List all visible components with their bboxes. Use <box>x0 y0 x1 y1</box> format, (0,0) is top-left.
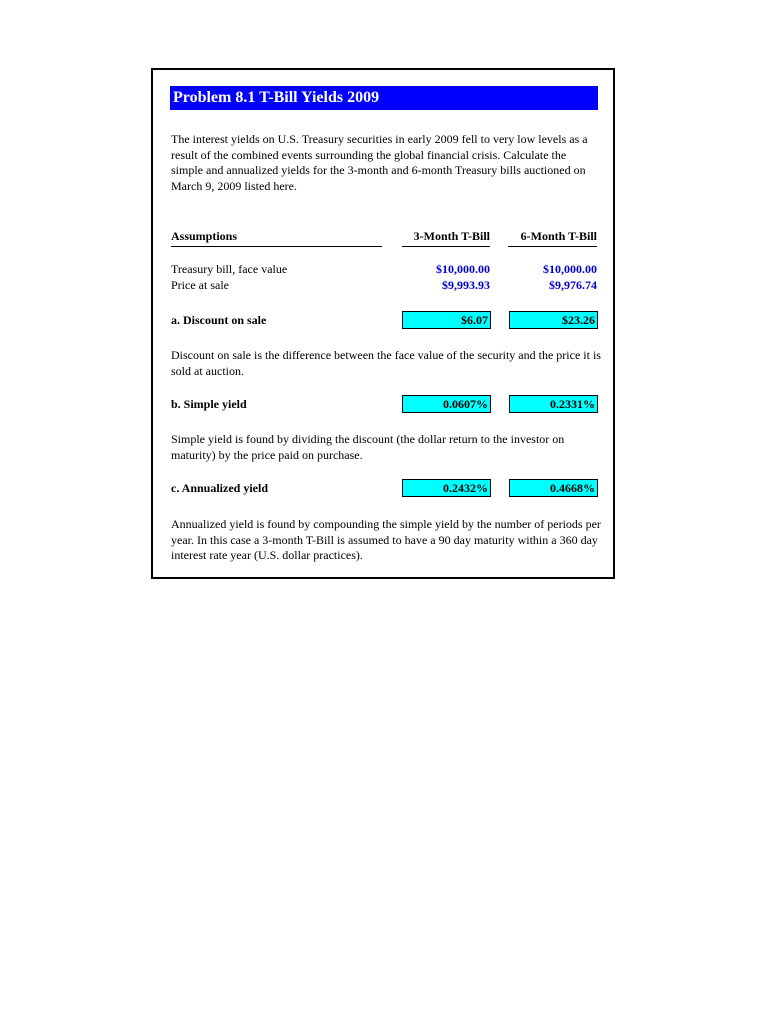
simple-yield-note: Simple yield is found by dividing the discount (the dollar return to the investor on maturity) by the price paid on purchase. <box>171 432 565 462</box>
intro-paragraph: The interest yields on U.S. Treasury securities in early 2009 fell to very low levels as a result of the combined events surrounding the global financial crisis. Calculate the simple and annualized yields for the 3-month and 6-month Treasury bills auctioned on March 9, 2009 listed here. <box>171 132 588 193</box>
price-at-sale-3month: $9,993.93 <box>442 278 490 292</box>
simple-yield-6month-cell: 0.2331% <box>509 395 598 413</box>
discount-6month-cell: $23.26 <box>509 311 598 329</box>
face-value-6month: $10,000.00 <box>543 262 597 276</box>
discount-label: a. Discount on sale <box>171 313 267 327</box>
price-at-sale-label: Price at sale <box>171 278 229 292</box>
simple-yield-3month-cell: 0.0607% <box>402 395 491 413</box>
annualized-yield-6month-cell: 0.4668% <box>509 479 598 497</box>
discount-3month-cell: $6.07 <box>402 311 491 329</box>
annualized-yield-label: c. Annualized yield <box>171 481 269 495</box>
price-at-sale-6month: $9,976.74 <box>549 278 597 292</box>
face-value-3month: $10,000.00 <box>436 262 490 276</box>
col-6month-header: 6-Month T-Bill <box>508 229 597 247</box>
face-value-label: Treasury bill, face value <box>171 262 288 276</box>
annualized-yield-3month-cell: 0.2432% <box>402 479 491 497</box>
discount-note: Discount on sale is the difference between the face value of the security and the price it is sold at auction. <box>171 348 601 378</box>
annualized-yield-note: Annualized yield is found by compounding the simple yield by the number of periods per year. In this case a 3-month T-Bill is assumed to have a 90 day maturity within a 360 day interest rate year (U.S. dollar practices). <box>171 517 601 562</box>
col-3month-header: 3-Month T-Bill <box>402 229 490 247</box>
assumptions-header: Assumptions <box>171 229 382 247</box>
simple-yield-label: b. Simple yield <box>171 397 247 411</box>
page-title: Problem 8.1 T-Bill Yields 2009 <box>170 86 598 110</box>
